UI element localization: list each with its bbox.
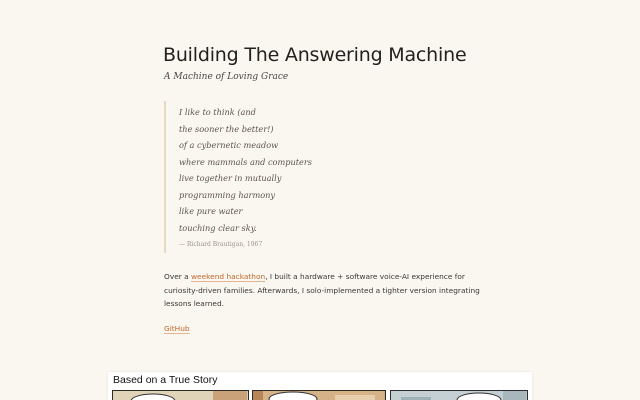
- poem-line: live together in mutually: [179, 173, 282, 183]
- comic-heading: Based on a True Story: [113, 374, 218, 386]
- intro-text: , I built a hardware + software voice-AI experience for: [265, 272, 465, 281]
- intro-line-3: lessons learned.: [164, 299, 225, 308]
- intro-line-1: [164, 270, 484, 284]
- intro-line-2: curiosity-driven families. Afterwards, I solo-implemented a tighter version integrating: [164, 285, 480, 295]
- page-subtitle: A Machine of Loving Grace: [164, 72, 289, 82]
- comic-panel-1-art: [113, 391, 247, 400]
- poem-lines: [179, 104, 364, 236]
- intro-paragraph: [164, 270, 484, 311]
- poem-line: touching clear sky.: [179, 222, 257, 233]
- comic-panel-2: [252, 390, 386, 400]
- poem-line: where mammals and computers: [179, 156, 313, 167]
- comic-panel-1: [112, 390, 249, 400]
- weekend-hackathon-link[interactable]: weekend hackathon: [191, 272, 266, 281]
- poem-line: like pure water: [179, 206, 243, 216]
- intro-text: Over a: [164, 272, 192, 281]
- poem-line: of a cybernetic meadow: [179, 140, 279, 150]
- poem-blockquote: [164, 101, 364, 253]
- poem-line: programming harmony: [179, 189, 276, 200]
- comic-panel-3-art: [391, 391, 526, 400]
- comic-panel-2-art: [253, 391, 384, 400]
- poem-attribution: — Richard Brautigan, 1967: [179, 241, 263, 248]
- github-link[interactable]: GitHub: [164, 324, 190, 333]
- comic-card: [108, 372, 532, 400]
- poem-line: the sooner the better!): [179, 123, 274, 134]
- comic-panel-3: [390, 390, 528, 400]
- poem-line: I like to think (and: [179, 107, 256, 117]
- page-title: Building The Answering Machine: [163, 44, 467, 66]
